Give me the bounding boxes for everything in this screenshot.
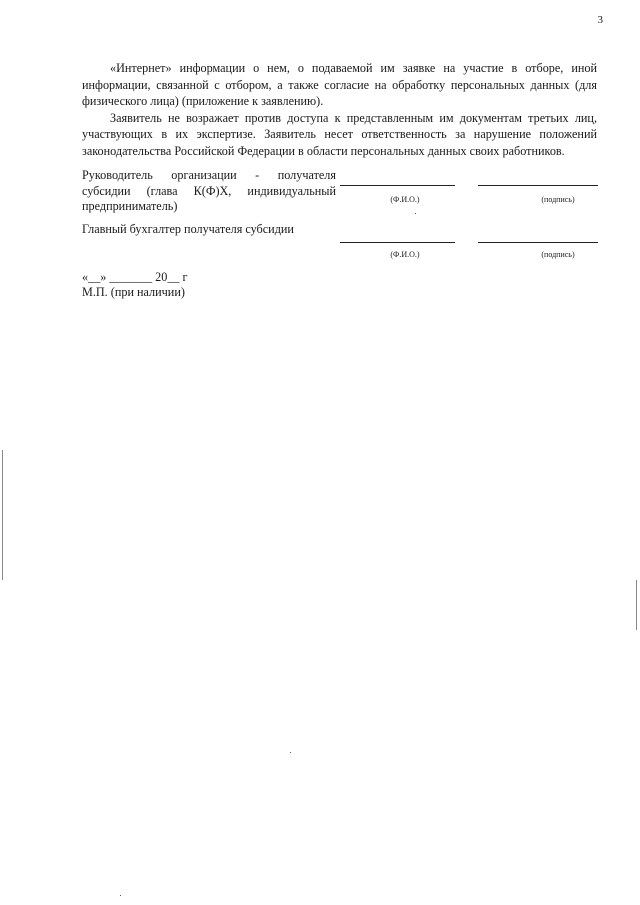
signature-label-head: Руководитель организации - получателя субсидии (глава К(Ф)Х, индивидуальный предприниматель): [82, 168, 336, 213]
stamp-note: М.П. (при наличии): [82, 285, 185, 299]
signature-caption-accountant: (подпись): [541, 250, 575, 259]
body-text: [82, 60, 597, 159]
signature-block-accountant: [82, 222, 602, 267]
name-line-head: [340, 185, 455, 186]
date-line: «__» _______ 20__ г: [82, 270, 188, 284]
name-caption-accountant: (Ф.И.О.): [390, 250, 420, 259]
scan-edge-left: [2, 450, 3, 580]
scan-edge-right: [636, 580, 637, 630]
page-number: 3: [597, 14, 603, 26]
signature-caption-head: (подпись): [541, 195, 575, 204]
name-caption-head: (Ф.И.О.): [390, 195, 420, 204]
paragraph-access: Заявитель не возражает против доступа к представленным им документам третьих лиц, участвующих в их экспертизе. Заявитель несет ответственность за нарушение положений законодательства Российской Федерации в области персональных данных своих работников.: [82, 110, 597, 158]
name-line-accountant: [340, 242, 455, 243]
signature-label-accountant: Главный бухгалтер получателя субсидии: [82, 222, 294, 236]
signature-line-head: [478, 185, 598, 186]
signature-block-head: [82, 168, 602, 228]
signature-line-accountant: [478, 242, 598, 243]
paragraph-consent: «Интернет» информации о нем, о подаваемой им заявке на участие в отборе, иной информации, связанной с отбором, а также согласие на обработку персональных данных (для физического лица) (приложение к заявлению).: [82, 61, 597, 108]
scan-speck: [120, 895, 121, 896]
scan-speck: [415, 213, 416, 214]
scan-speck: [290, 752, 291, 753]
